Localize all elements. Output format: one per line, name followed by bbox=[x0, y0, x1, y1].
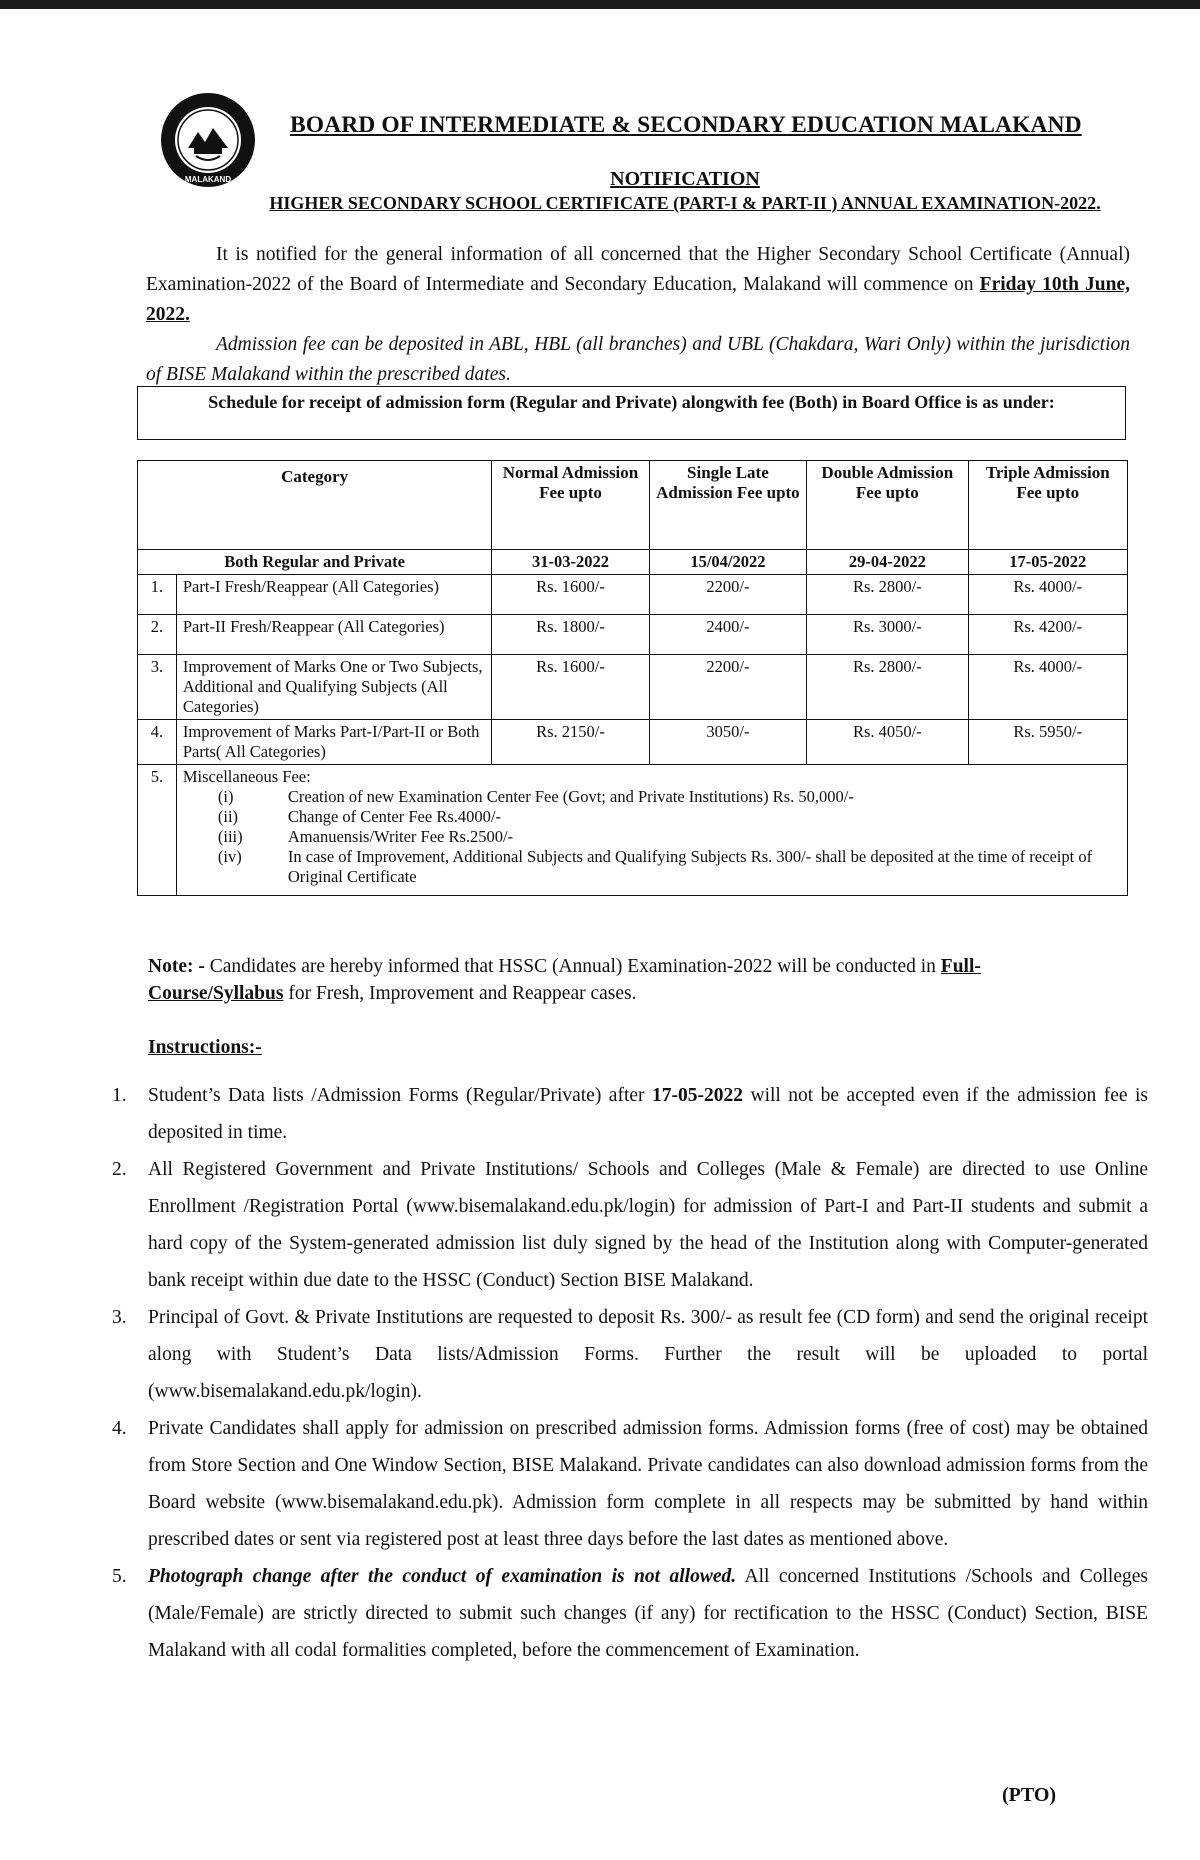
item-text: Change of Center Fee Rs.4000/- bbox=[287, 807, 501, 826]
list-item bbox=[218, 787, 1117, 807]
row-double-fee: Rs. 4050/- bbox=[807, 720, 968, 765]
table-subheader-row bbox=[138, 550, 1128, 575]
board-name: BOARD OF INTERMEDIATE & SECONDARY EDUCATION MALAKAND bbox=[290, 112, 1082, 138]
subheader-triple-date: 17-05-2022 bbox=[968, 550, 1127, 575]
instruction-item bbox=[112, 1151, 1148, 1299]
misc-fee-cell bbox=[176, 765, 1127, 896]
row-category: Part-I Fresh/Reappear (All Categories) bbox=[176, 575, 491, 615]
admission-fee-table bbox=[137, 460, 1128, 896]
row-normal-fee: Rs. 1600/- bbox=[492, 575, 649, 615]
logo-text: MALAKAND bbox=[184, 175, 232, 184]
row-normal-fee: Rs. 1600/- bbox=[492, 655, 649, 720]
list-item bbox=[218, 827, 1117, 847]
row-double-fee: Rs. 3000/- bbox=[807, 615, 968, 655]
instruction-text-part: Student’s Data lists /Admission Forms (Regular/Private) after bbox=[148, 1085, 645, 1106]
table-row bbox=[138, 655, 1128, 720]
row-normal-fee: Rs. 2150/- bbox=[492, 720, 649, 765]
item-text: Creation of new Examination Center Fee (Govt; and Private Institutions) Rs. 50,000/- bbox=[287, 787, 854, 806]
row-number: 2. bbox=[138, 615, 177, 655]
note-label: Note: - bbox=[148, 956, 205, 977]
instruction-item bbox=[112, 1299, 1148, 1410]
row-number: 5. bbox=[138, 765, 177, 896]
header-double: Double Admission Fee upto bbox=[807, 461, 968, 550]
instruction-number: 2. bbox=[112, 1159, 127, 1180]
item-text: Amanuensis/Writer Fee Rs.2500/- bbox=[287, 827, 514, 846]
misc-fee-label: Miscellaneous Fee: bbox=[182, 767, 311, 786]
row-category: Part-II Fresh/Reappear (All Categories) bbox=[176, 615, 491, 655]
exam-title: HIGHER SECONDARY SCHOOL CERTIFICATE (PART-I & PART-II ) ANNUAL EXAMINATION-2022. bbox=[269, 193, 1101, 213]
table-header-row bbox=[138, 461, 1128, 550]
fee-deposit-paragraph: Admission fee can be deposited in ABL, HBL (all branches) and UBL (Chakdara, Wari Only) within the jurisdiction of BISE Malakand within the prescribed dates. bbox=[146, 334, 1130, 385]
row-double-fee: Rs. 2800/- bbox=[807, 655, 968, 720]
row-triple-fee: Rs. 5950/- bbox=[968, 720, 1127, 765]
instruction-item bbox=[112, 1410, 1148, 1558]
item-numeral: (i) bbox=[217, 787, 234, 806]
item-numeral: (iii) bbox=[217, 827, 243, 846]
instruction-number: 1. bbox=[112, 1085, 127, 1106]
instruction-text: Principal of Govt. & Private Institutions are requested to deposit Rs. 300/- as result fee (CD form) and send the original receipt along with Student’s Data lists/Admission Forms. Further the result will be uploaded to portal (www.bisemalakand.edu.pk/login). bbox=[148, 1307, 1148, 1402]
misc-fee-list bbox=[183, 787, 1117, 893]
row-double-fee: Rs. 2800/- bbox=[807, 575, 968, 615]
note-text: Candidates are hereby informed that HSSC (Annual) Examination-2022 will be conducted in bbox=[209, 956, 936, 977]
row-number: 4. bbox=[138, 720, 177, 765]
table-row bbox=[138, 575, 1128, 615]
schedule-heading: Schedule for receipt of admission form (Regular and Private) alongwith fee (Both) in Board Office is as under: bbox=[137, 386, 1126, 440]
instruction-number: 3. bbox=[112, 1307, 127, 1328]
misc-fee-row bbox=[138, 765, 1128, 896]
subheader-normal-date: 31-03-2022 bbox=[492, 550, 649, 575]
row-single-fee: 2200/- bbox=[649, 575, 806, 615]
item-numeral: (iv) bbox=[217, 847, 242, 866]
header-single-late: Single Late Admission Fee upto bbox=[649, 461, 806, 550]
subheader-double-date: 29-04-2022 bbox=[807, 550, 968, 575]
row-category: Improvement of Marks Part-I/Part-II or Both Parts( All Categories) bbox=[176, 720, 491, 765]
item-text: In case of Improvement, Additional Subjects and Qualifying Subjects Rs. 300/- shall be deposited at the time of receipt of Original Certificate bbox=[287, 847, 1093, 886]
row-triple-fee: Rs. 4000/- bbox=[968, 655, 1127, 720]
note-section bbox=[148, 953, 1108, 1007]
row-number: 1. bbox=[138, 575, 177, 615]
please-turn-over: (PTO) bbox=[1002, 1784, 1057, 1806]
intro-section bbox=[146, 240, 1130, 390]
instruction-emphasis: Photograph change after the conduct of examination is not allowed. bbox=[148, 1566, 737, 1587]
notification-title: NOTIFICATION bbox=[610, 168, 760, 190]
row-number: 3. bbox=[138, 655, 177, 720]
row-category: Improvement of Marks One or Two Subjects, Additional and Qualifying Subjects (All Categories) bbox=[176, 655, 491, 720]
list-item bbox=[218, 847, 1117, 887]
instruction-text: All Registered Government and Private Institutions/ Schools and Colleges (Male & Female) are directed to use Online Enrollment /Registration Portal (www.bisemalakand.edu.pk/login) for admission of Part-I and Part-II students and submit a hard copy of the System-generated admission list duly signed by the head of the Institution along with Computer-generated bank receipt within due date to the HSSC (Conduct) Section BISE Malakand. bbox=[148, 1159, 1148, 1291]
table-row bbox=[138, 720, 1128, 765]
header-category: Category bbox=[138, 461, 492, 550]
deadline-date: 17-05-2022 bbox=[652, 1085, 743, 1106]
commence-date: Friday 10th June, 2022. bbox=[146, 274, 1131, 325]
row-single-fee: 2200/- bbox=[649, 655, 806, 720]
note-text-end: for Fresh, Improvement and Reappear cases. bbox=[288, 983, 637, 1004]
instruction-item bbox=[112, 1077, 1148, 1151]
row-normal-fee: Rs. 1800/- bbox=[492, 615, 649, 655]
instruction-text-part: will not be accepted even if the admission fee is deposited in time. bbox=[148, 1085, 1149, 1143]
instructions-list bbox=[112, 1077, 1148, 1669]
header-normal: Normal Admission Fee upto bbox=[492, 461, 649, 550]
instruction-text-part: All concerned Institutions /Schools and Colleges (Male/Female) are strictly directed to submit such changes (if any) for rectification to the HSSC (Conduct) Section, BISE Malakand with all codal formalities completed, before the commencement of Examination. bbox=[148, 1566, 1148, 1661]
instruction-number: 5. bbox=[112, 1566, 127, 1587]
header-triple: Triple Admission Fee upto bbox=[968, 461, 1127, 550]
intro-paragraph bbox=[146, 240, 1130, 330]
row-triple-fee: Rs. 4200/- bbox=[968, 615, 1127, 655]
instruction-number: 4. bbox=[112, 1418, 127, 1439]
row-single-fee: 3050/- bbox=[649, 720, 806, 765]
note-emphasis: Full-Course/Syllabus bbox=[148, 956, 981, 1004]
subheader-single-date: 15/04/2022 bbox=[649, 550, 806, 575]
item-numeral: (ii) bbox=[217, 807, 239, 826]
row-single-fee: 2400/- bbox=[649, 615, 806, 655]
instructions-heading: Instructions:- bbox=[148, 1037, 262, 1058]
intro-text: It is notified for the general information of all concerned that the Higher Secondary School Certificate (Annual) Examination-2022 of the Board of Intermediate and Secondary Education, Malakand will commence on bbox=[146, 244, 1130, 295]
instruction-text: Private Candidates shall apply for admission on prescribed admission forms. Admission forms (free of cost) may be obtained from Store Section and One Window Section, BISE Malakand. Private candidates can also download admission forms from the Board website (www.bisemalakand.edu.pk). Admission form complete in all respects may be submitted by hand within prescribed dates or sent via registered post at least three days before the last dates as mentioned above. bbox=[148, 1418, 1148, 1550]
table-row bbox=[138, 615, 1128, 655]
scan-top-edge bbox=[0, 0, 1200, 9]
instruction-item bbox=[112, 1558, 1148, 1669]
subheader-category: Both Regular and Private bbox=[138, 550, 492, 575]
instruction-text bbox=[148, 1077, 1148, 1151]
row-triple-fee: Rs. 4000/- bbox=[968, 575, 1127, 615]
list-item bbox=[218, 807, 1117, 827]
instruction-text bbox=[148, 1558, 1148, 1669]
